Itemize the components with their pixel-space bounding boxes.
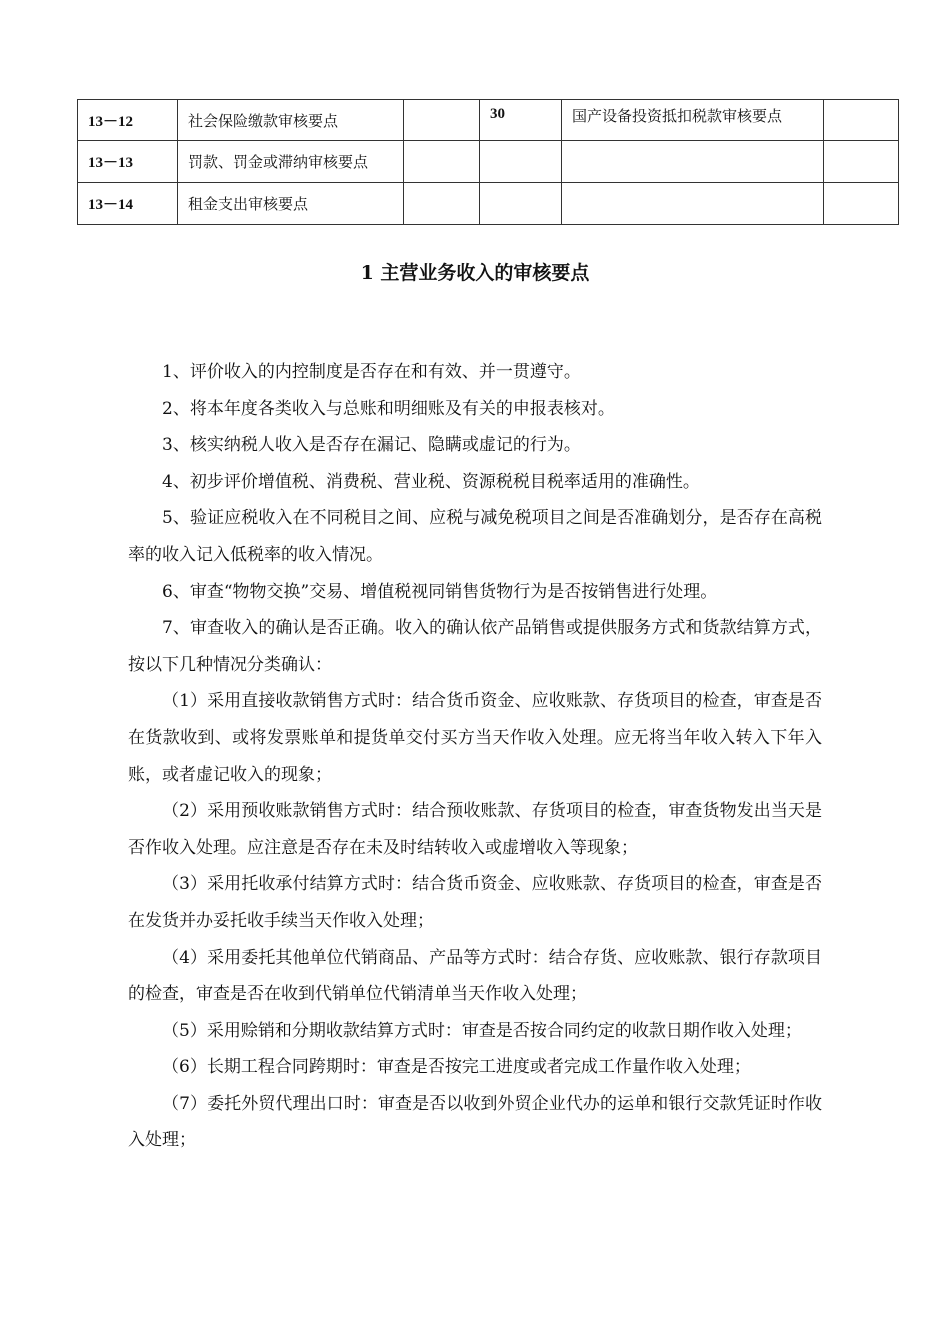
paragraph: （5）采用赊销和分期收款结算方式时：审查是否按合同约定的收款日期作收入处理； bbox=[162, 1020, 802, 1041]
item-label: 国产设备投资抵扣税款审核要点 bbox=[562, 100, 824, 141]
empty-cell bbox=[404, 141, 480, 183]
empty-cell bbox=[824, 141, 899, 183]
section-body bbox=[128, 354, 822, 1159]
item-code: 13－14 bbox=[78, 183, 178, 225]
section-title: 1 主营业务收入的审核要点 bbox=[360, 262, 590, 284]
item-label: 罚款、罚金或滞纳审核要点 bbox=[178, 141, 404, 183]
item-code: 30 bbox=[480, 100, 562, 141]
item-code bbox=[480, 183, 562, 225]
empty-cell bbox=[404, 183, 480, 225]
paragraph: 3、核实纳税人收入是否存在漏记、隐瞒或虚记的行为。 bbox=[162, 435, 581, 456]
item-code: 13－12 bbox=[78, 100, 178, 141]
item-label: 社会保险缴款审核要点 bbox=[178, 100, 404, 141]
item-label: 租金支出审核要点 bbox=[178, 183, 404, 225]
paragraph: （3）采用托收承付结算方式时：结合货币资金、应收账款、存货项目的检查，审查是否在发货并办妥托收手续当天作收入处理； bbox=[128, 874, 822, 931]
paragraph: 2、将本年度各类收入与总账和明细账及有关的申报表核对。 bbox=[162, 398, 615, 419]
paragraph: 5、验证应税收入在不同税目之间、应税与减免税项目之间是否准确划分，是否存在高税率的收入记入低税率的收入情况。 bbox=[128, 508, 822, 565]
empty-cell bbox=[404, 100, 480, 141]
item-code bbox=[480, 141, 562, 183]
paragraph: 6、审查“物物交换”交易、增值税视同销售货物行为是否按销售进行处理。 bbox=[162, 581, 718, 602]
paragraph: （1）采用直接收款销售方式时：结合货币资金、应收账款、存货项目的检查，审查是否在货款收到、或将发票账单和提货单交付买方当天作收入处理。应无将当年收入转入下年入账，或者虚记收入的现象； bbox=[128, 691, 822, 785]
empty-cell bbox=[824, 100, 899, 141]
paragraph: （7）委托外贸代理出口时：审查是否以收到外贸企业代办的运单和银行交款凭证时作收入处理； bbox=[128, 1093, 822, 1151]
audit-items-table bbox=[77, 99, 899, 225]
item-label bbox=[562, 183, 824, 225]
paragraph: 4、初步评价增值税、消费税、营业税、资源税税目税率适用的准确性。 bbox=[162, 471, 700, 492]
paragraph: （2）采用预收账款销售方式时：结合预收账款、存货项目的检查，审查货物发出当天是否作收入处理。应注意是否存在未及时结转收入或虚增收入等现象； bbox=[128, 801, 822, 858]
table-row bbox=[78, 100, 899, 141]
item-code: 13－13 bbox=[78, 141, 178, 183]
table-row bbox=[78, 183, 899, 225]
paragraph: （4）采用委托其他单位代销商品、产品等方式时：结合存货、应收账款、银行存款项目的检查，审查是否在收到代销单位代销清单当天作收入处理； bbox=[128, 947, 822, 1005]
paragraph: （6）长期工程合同跨期时：审查是否按完工进度或者完成工作量作收入处理； bbox=[162, 1057, 751, 1078]
item-label bbox=[562, 141, 824, 183]
paragraph: 1、评价收入的内控制度是否存在和有效、并一贯遵守。 bbox=[162, 362, 581, 382]
table-row bbox=[78, 141, 899, 183]
empty-cell bbox=[824, 183, 899, 225]
paragraph: 7、审查收入的确认是否正确。收入的确认依产品销售或提供服务方式和货款结算方式，按以下几种情况分类确认： bbox=[128, 618, 822, 675]
